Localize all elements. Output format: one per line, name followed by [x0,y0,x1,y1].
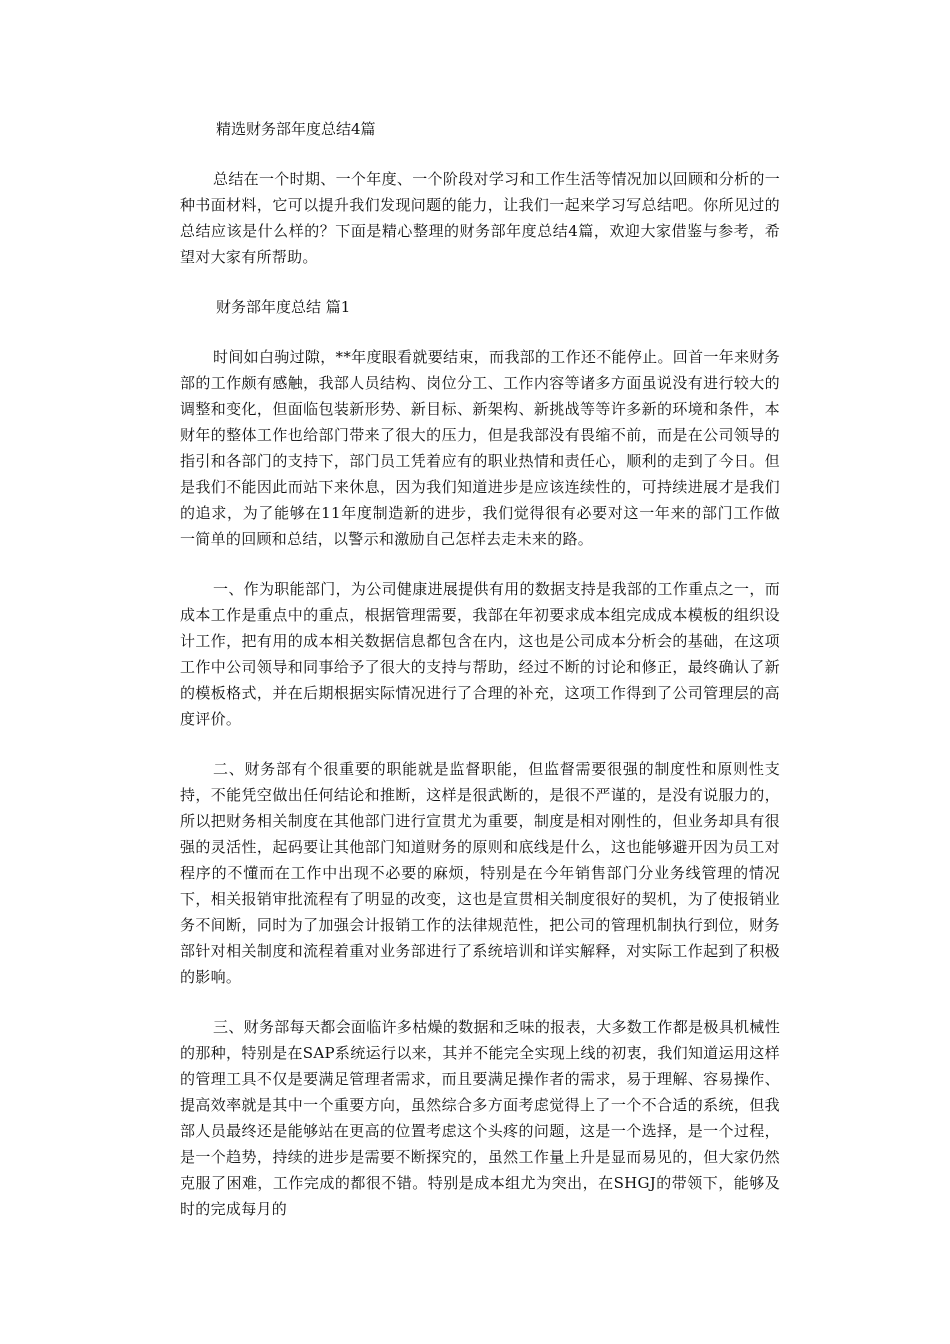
intro-paragraph: 总结在一个时期、一个年度、一个阶段对学习和工作生活等情况加以回顾和分析的一种书面材料，它可以提升我们发现问题的能力，让我们一起来学习写总结吧。你所见过的总结应该是什么样的？下面是精心整理的财务部年度总结4篇，欢迎大家借鉴与参考，希望对大家有所帮助。 [180,170,780,266]
document-page [180,116,780,1246]
section-heading: 财务部年度总结 篇1 [216,298,351,316]
body-paragraph-1: 时间如白驹过隙，**年度眼看就要结束，而我部的工作还不能停止。回首一年来财务部的工作颇有感触，我部人员结构、岗位分工、工作内容等诸多方面虽说没有进行较大的调整和变化，但面临包装新形势、新目标、新架构、新挑战等等许多新的环境和条件，本财年的整体工作也给部门带来了很大的压力，但是我部没有畏缩不前，而是在公司领导的指引和各部门的支持下，部门员工凭着应有的职业热情和责任心，顺利的走到了今日。但是我们不能因此而站下来休息，因为我们知道进步是应该连续性的，可持续进展才是我们的追求，为了能够在11年度制造新的进步，我们觉得很有必要对这一年来的部门工作做一简单的回顾和总结，以警示和激励自己怎样去走未来的路。 [180,348,780,548]
body-paragraph-2: 一、作为职能部门，为公司健康进展提供有用的数据支持是我部的工作重点之一，而成本工作是重点中的重点，根据管理需要，我部在年初要求成本组完成成本模板的组织设计工作，把有用的成本相关数据信息都包含在内，这也是公司成本分析会的基础，在这项工作中公司领导和同事给予了很大的支持与帮助，经过不断的讨论和修正，最终确认了新的模板格式，并在后期根据实际情况进行了合理的补充，这项工作得到了公司管理层的高度评价。 [180,580,780,728]
document-title: 精选财务部年度总结4篇 [216,120,376,138]
body-paragraph-4: 三、财务部每天都会面临许多枯燥的数据和乏味的报表，大多数工作都是极具机械性的那种，特别是在SAP系统运行以来，其并不能完全实现上线的初衷，我们知道运用这样的管理工具不仅是要满足管理者需求，而且要满足操作者的需求，易于理解、容易操作、提高效率就是其中一个重要方向，虽然综合多方面考虑觉得上了一个不合适的系统，但我部人员最终还是能够站在更高的位置考虑这个头疼的问题，这是一个选择，是一个过程，是一个趋势，持续的进步是需要不断探究的，虽然工作量上升是显而易见的，但大家仍然克服了困难，工作完成的都很不错。特别是成本组尤为突出，在SHGJ的带领下，能够及时的完成每月的 [180,1018,780,1218]
body-paragraph-3: 二、财务部有个很重要的职能就是监督职能，但监督需要很强的制度性和原则性支持，不能凭空做出任何结论和推断，这样是很武断的，是很不严谨的，是没有说服力的，所以把财务相关制度在其他部门进行宣贯尤为重要，制度是相对刚性的，但业务却具有很强的灵活性，起码要让其他部门知道财务的原则和底线是什么，这也能够避开因为员工对程序的不懂而在工作中出现不必要的麻烦，特别是在今年销售部门分业务线管理的情况下，相关报销审批流程有了明显的改变，这也是宣贯相关制度很好的契机，为了使报销业务不间断，同时为了加强会计报销工作的法律规范性，把公司的管理机制执行到位，财务部针对相关制度和流程着重对业务部进行了系统培训和详实解释，对实际工作起到了积极的影响。 [180,760,780,986]
